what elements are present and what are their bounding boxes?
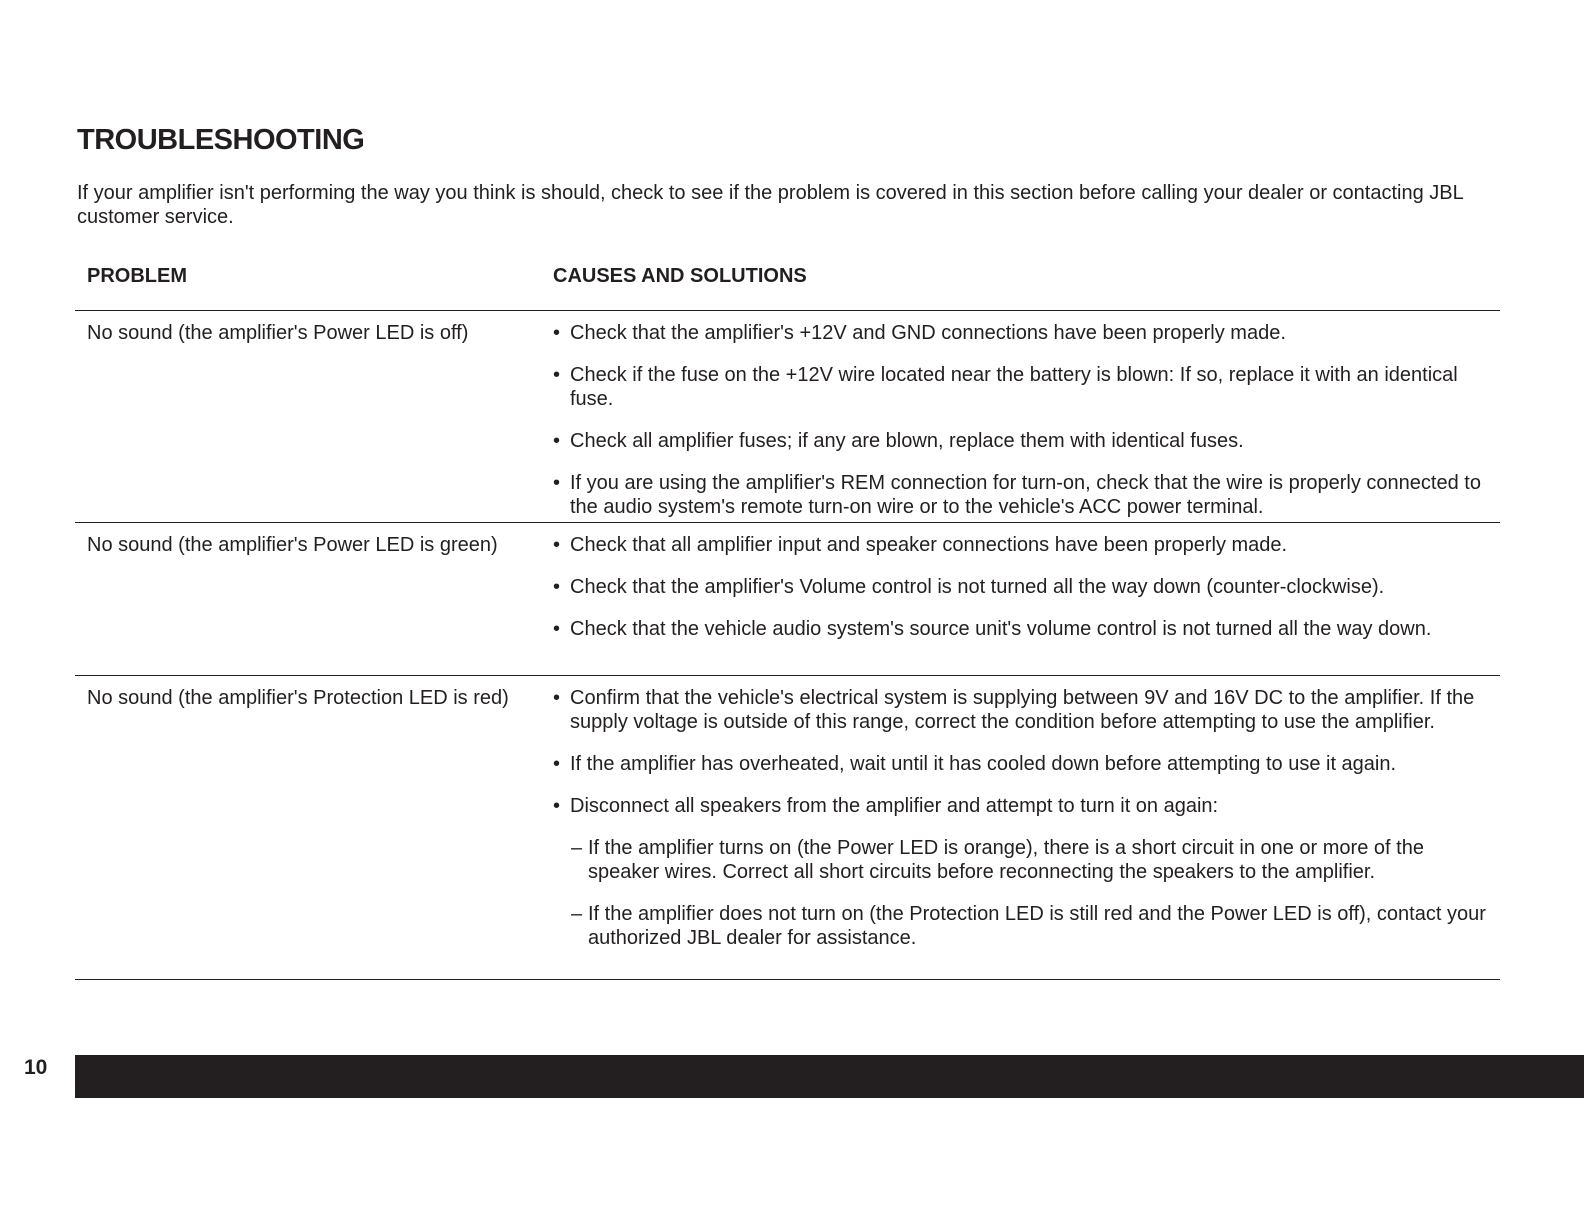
sub-list-item: – If the amplifier does not turn on (the Protection LED is still red and the Power LED is off), contact your authorized JBL dealer for assistance. bbox=[571, 902, 1500, 950]
list-item: • Check that the amplifier's +12V and GND connections have been properly made. bbox=[553, 321, 1500, 345]
problem-cell: No sound (the amplifier's Power LED is off) bbox=[87, 322, 469, 344]
page-title: TROUBLESHOOTING bbox=[77, 124, 365, 156]
list-item: • If you are using the amplifier's REM connection for turn-on, check that the wire is properly connected to the audio system's remote turn-on wire or to the vehicle's ACC power terminal. bbox=[553, 471, 1500, 519]
list-item: • Confirm that the vehicle's electrical system is supplying between 9V and 16V DC to the amplifier. If the supply voltage is outside of this range, correct the condition before attempting to use the amplifier. bbox=[553, 686, 1500, 734]
list-item: • Disconnect all speakers from the amplifier and attempt to turn it on again: bbox=[553, 794, 1500, 818]
list-item: • Check that all amplifier input and speaker connections have been properly made. bbox=[553, 533, 1500, 557]
solutions-list bbox=[553, 533, 1500, 675]
list-item: • If the amplifier has overheated, wait until it has cooled down before attempting to use it again. bbox=[553, 752, 1500, 776]
intro-paragraph: If your amplifier isn't performing the way you think is should, check to see if the problem is covered in this section before calling your dealer or contacting JBL customer service. bbox=[77, 182, 1463, 228]
page-number: 10 bbox=[24, 1056, 48, 1079]
footer-bar bbox=[75, 1055, 1584, 1098]
problem-cell: No sound (the amplifier's Power LED is green) bbox=[87, 534, 498, 556]
table-header bbox=[75, 262, 1500, 311]
list-item: • Check that the vehicle audio system's source unit's volume control is not turned all the way down. bbox=[553, 617, 1500, 641]
sub-list-item: – If the amplifier turns on (the Power LED is orange), there is a short circuit in one or more of the speaker wires. Correct all short circuits before reconnecting the speakers to the amplifier. bbox=[571, 836, 1500, 884]
problem-cell: No sound (the amplifier's Protection LED is red) bbox=[87, 687, 509, 709]
table-row bbox=[75, 523, 1500, 676]
solutions-list bbox=[553, 686, 1500, 979]
list-item: • Check all amplifier fuses; if any are blown, replace them with identical fuses. bbox=[553, 429, 1500, 453]
solutions-list bbox=[553, 321, 1500, 522]
troubleshooting-table bbox=[75, 262, 1500, 980]
table-row bbox=[75, 311, 1500, 523]
table-row bbox=[75, 676, 1500, 980]
header-solutions: CAUSES AND SOLUTIONS bbox=[553, 265, 807, 287]
list-item: • Check that the amplifier's Volume control is not turned all the way down (counter-clockwise). bbox=[553, 575, 1500, 599]
list-item: • Check if the fuse on the +12V wire located near the battery is blown: If so, replace it with an identical fuse. bbox=[553, 363, 1500, 411]
header-problem: PROBLEM bbox=[87, 265, 187, 287]
